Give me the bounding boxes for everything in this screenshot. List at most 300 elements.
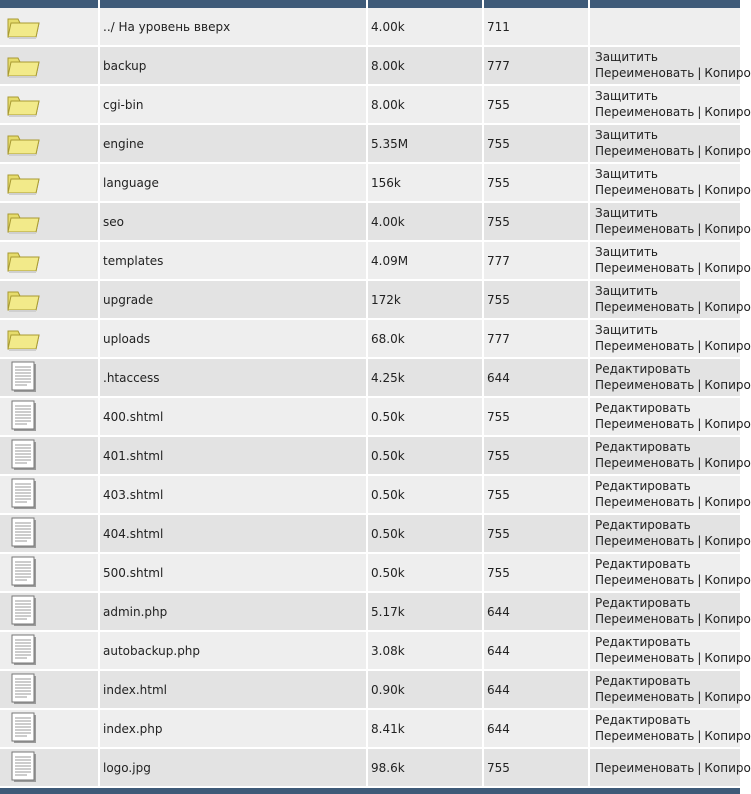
protect-link[interactable]: Защитить: [595, 89, 658, 103]
actions-line-primary: [595, 401, 691, 415]
folder-row[interactable]: [0, 125, 751, 164]
actions-cell: [590, 593, 751, 630]
actions-line-secondary: [595, 612, 751, 626]
name-cell: [100, 125, 368, 162]
file-row[interactable]: [0, 398, 751, 437]
file-name-link[interactable]: index.php: [103, 722, 163, 736]
file-icon[interactable]: [5, 751, 41, 784]
copy-link[interactable]: Копиро: [704, 690, 751, 704]
icon-cell: [0, 281, 100, 318]
name-cell: [100, 242, 368, 279]
actions-cell: [590, 710, 751, 747]
icon-cell: [0, 320, 100, 357]
size-cell: [368, 476, 484, 513]
actions-cell: [590, 476, 751, 513]
icon-cell: [0, 749, 100, 786]
actions-line-primary: [595, 284, 658, 298]
permissions-cell: [484, 749, 590, 786]
folder-row[interactable]: [0, 320, 751, 359]
action-separator: |: [697, 690, 702, 704]
permissions-cell: [484, 203, 590, 240]
icon-cell: [0, 359, 100, 396]
actions-line-secondary: [595, 651, 751, 665]
folder-name-link[interactable]: upgrade: [103, 293, 154, 307]
size-cell: [368, 398, 484, 435]
action-separator: |: [697, 534, 702, 548]
action-separator: |: [697, 729, 702, 743]
rename-link[interactable]: Переименовать: [595, 456, 695, 470]
copy-link[interactable]: Копиро: [704, 729, 751, 743]
name-cell: [100, 281, 368, 318]
edit-link[interactable]: Редактировать: [595, 401, 691, 415]
permissions-cell: [484, 47, 590, 84]
size-cell: [368, 281, 484, 318]
actions-cell: [590, 125, 751, 162]
actions-line-secondary: [595, 105, 751, 119]
file-name-link[interactable]: 401.shtml: [103, 449, 164, 463]
file-name-link[interactable]: 404.shtml: [103, 527, 164, 541]
permissions-value: 755: [487, 293, 510, 307]
icon-cell: [0, 437, 100, 474]
copy-link[interactable]: Копиро: [704, 339, 751, 353]
rename-link[interactable]: Переименовать: [595, 573, 695, 587]
copy-link[interactable]: Копиро: [704, 105, 751, 119]
edit-link[interactable]: Редактировать: [595, 713, 691, 727]
file-row[interactable]: [0, 359, 751, 398]
file-name-link[interactable]: 400.shtml: [103, 410, 164, 424]
name-cell: [100, 359, 368, 396]
permissions-value: 777: [487, 59, 510, 73]
permissions-value: 777: [487, 254, 510, 268]
action-separator: |: [697, 300, 702, 314]
permissions-value: 644: [487, 644, 510, 658]
file-name-link[interactable]: 403.shtml: [103, 488, 164, 502]
copy-link[interactable]: Копиро: [704, 261, 751, 275]
action-separator: |: [697, 222, 702, 236]
permissions-cell: [484, 671, 590, 708]
rename-link[interactable]: Переименовать: [595, 144, 695, 158]
folder-name-link[interactable]: ../ На уровень вверх: [103, 20, 231, 34]
actions-cell: [590, 242, 751, 279]
action-separator: |: [697, 651, 702, 665]
file-row[interactable]: [0, 749, 751, 788]
icon-cell: [0, 710, 100, 747]
actions-line: [595, 761, 751, 775]
permissions-value: 755: [487, 566, 510, 580]
rename-link[interactable]: Переименовать: [595, 261, 695, 275]
file-icon[interactable]: [5, 673, 41, 706]
icon-cell: [0, 515, 100, 552]
name-cell: [100, 164, 368, 201]
actions-line-primary: [595, 362, 691, 376]
file-size: 4.00k: [371, 20, 405, 34]
file-name-link[interactable]: 500.shtml: [103, 566, 164, 580]
actions-line-secondary: [595, 534, 751, 548]
edit-link[interactable]: Редактировать: [595, 362, 691, 376]
folder-name-link[interactable]: backup: [103, 59, 147, 73]
name-cell: [100, 437, 368, 474]
folder-row[interactable]: [0, 86, 751, 125]
folder-row[interactable]: [0, 8, 740, 47]
edit-link[interactable]: Редактировать: [595, 518, 691, 532]
action-separator: |: [697, 456, 702, 470]
file-size: 0.90k: [371, 683, 405, 697]
rename-link[interactable]: Переименовать: [595, 534, 695, 548]
action-separator: |: [697, 417, 702, 431]
actions-line-primary: [595, 635, 691, 649]
permissions-cell: [484, 398, 590, 435]
icon-cell: [0, 476, 100, 513]
file-icon[interactable]: [5, 517, 41, 550]
size-cell: [368, 86, 484, 123]
actions-line-secondary: [595, 573, 751, 587]
actions-line-secondary: [595, 144, 751, 158]
file-size: 98.6k: [371, 761, 405, 775]
edit-link[interactable]: Редактировать: [595, 635, 691, 649]
actions-cell: [590, 632, 751, 669]
file-icon[interactable]: [5, 400, 41, 433]
action-separator: |: [697, 144, 702, 158]
actions-line-secondary: [595, 417, 751, 431]
action-separator: |: [697, 378, 702, 392]
file-icon[interactable]: [5, 556, 41, 589]
action-separator: |: [697, 261, 702, 275]
permissions-cell: [484, 320, 590, 357]
permissions-cell: [484, 515, 590, 552]
action-separator: |: [697, 105, 702, 119]
edit-link[interactable]: Редактировать: [595, 674, 691, 688]
folder-row[interactable]: [0, 242, 751, 281]
size-cell: [368, 593, 484, 630]
size-cell: [368, 632, 484, 669]
protect-link[interactable]: Защитить: [595, 323, 658, 337]
actions-cell: [590, 359, 751, 396]
permissions-cell: [484, 8, 590, 45]
folder-name-link[interactable]: uploads: [103, 332, 151, 346]
rename-link[interactable]: Переименовать: [595, 183, 695, 197]
actions-cell: [590, 437, 751, 474]
action-separator: |: [697, 339, 702, 353]
edit-link[interactable]: Редактировать: [595, 479, 691, 493]
file-size: 3.08k: [371, 644, 405, 658]
name-cell: [100, 398, 368, 435]
folder-icon[interactable]: [5, 283, 41, 316]
rename-link[interactable]: Переименовать: [595, 300, 695, 314]
file-row[interactable]: [0, 671, 751, 710]
icon-cell: [0, 86, 100, 123]
copy-link[interactable]: Копиро: [704, 183, 751, 197]
copy-link[interactable]: Копиро: [704, 66, 751, 80]
protect-link[interactable]: Защитить: [595, 167, 658, 181]
folder-row[interactable]: [0, 47, 751, 86]
copy-link[interactable]: Копиро: [704, 417, 751, 431]
file-size: 8.00k: [371, 59, 405, 73]
permissions-cell: [484, 554, 590, 591]
copy-link[interactable]: Копиро: [704, 456, 751, 470]
actions-cell: [590, 164, 751, 201]
file-size: 156k: [371, 176, 401, 190]
permissions-value: 755: [487, 98, 510, 112]
folder-icon[interactable]: [5, 244, 41, 277]
permissions-value: 755: [487, 410, 510, 424]
permissions-value: 644: [487, 683, 510, 697]
name-cell: [100, 671, 368, 708]
folder-icon[interactable]: [5, 127, 41, 160]
file-row[interactable]: [0, 515, 751, 554]
size-cell: [368, 47, 484, 84]
folder-name-link[interactable]: cgi-bin: [103, 98, 144, 112]
folder-icon[interactable]: [5, 10, 41, 43]
folder-name-link[interactable]: engine: [103, 137, 144, 151]
permissions-cell: [484, 593, 590, 630]
file-size: 4.25k: [371, 371, 405, 385]
permissions-cell: [484, 281, 590, 318]
size-cell: [368, 359, 484, 396]
name-cell: [100, 86, 368, 123]
file-row[interactable]: [0, 593, 751, 632]
folder-row[interactable]: [0, 203, 751, 242]
size-cell: [368, 320, 484, 357]
permissions-value: 644: [487, 371, 510, 385]
rename-link[interactable]: Переименовать: [595, 495, 695, 509]
copy-link[interactable]: Копиро: [704, 378, 751, 392]
file-row[interactable]: [0, 437, 751, 476]
file-size: 0.50k: [371, 566, 405, 580]
name-cell: [100, 632, 368, 669]
action-separator: |: [697, 761, 702, 775]
permissions-cell: [484, 476, 590, 513]
actions-line-secondary: [595, 66, 751, 80]
icon-cell: [0, 164, 100, 201]
actions-cell: [590, 320, 751, 357]
permissions-value: 711: [487, 20, 510, 34]
copy-link[interactable]: Копиро: [704, 534, 751, 548]
action-separator: |: [697, 612, 702, 626]
file-icon[interactable]: [5, 361, 41, 394]
folder-row[interactable]: [0, 281, 751, 320]
actions-line-primary: [595, 713, 691, 727]
permissions-cell: [484, 632, 590, 669]
permissions-cell: [484, 359, 590, 396]
copy-link[interactable]: Копиро: [704, 222, 751, 236]
icon-cell: [0, 398, 100, 435]
actions-cell: [590, 86, 751, 123]
permissions-value: 644: [487, 722, 510, 736]
action-separator: |: [697, 183, 702, 197]
permissions-value: 755: [487, 761, 510, 775]
rename-link[interactable]: Переименовать: [595, 66, 695, 80]
file-list: [0, 8, 751, 788]
rename-link[interactable]: Переименовать: [595, 651, 695, 665]
actions-line-secondary: [595, 183, 751, 197]
actions-line-primary: [595, 440, 691, 454]
icon-cell: [0, 593, 100, 630]
file-size: 0.50k: [371, 410, 405, 424]
rename-link[interactable]: Переименовать: [595, 417, 695, 431]
file-name-link[interactable]: logo.jpg: [103, 761, 151, 775]
file-row[interactable]: [0, 632, 751, 671]
actions-cell: [590, 515, 751, 552]
name-cell: [100, 554, 368, 591]
icon-cell: [0, 554, 100, 591]
file-icon[interactable]: [5, 634, 41, 667]
file-icon[interactable]: [5, 478, 41, 511]
actions-line-primary: [595, 50, 658, 64]
actions-line-primary: [595, 674, 691, 688]
copy-link[interactable]: Копиро: [704, 651, 751, 665]
file-icon[interactable]: [5, 595, 41, 628]
size-cell: [368, 515, 484, 552]
folder-icon[interactable]: [5, 88, 41, 121]
actions-line-primary: [595, 128, 658, 142]
protect-link[interactable]: Защитить: [595, 50, 658, 64]
actions-line-primary: [595, 518, 691, 532]
copy-link[interactable]: Копиро: [704, 495, 751, 509]
icon-cell: [0, 8, 100, 45]
file-size: 0.50k: [371, 527, 405, 541]
icon-cell: [0, 242, 100, 279]
icon-cell: [0, 125, 100, 162]
actions-cell: [590, 281, 751, 318]
file-row[interactable]: [0, 554, 751, 593]
permissions-value: 755: [487, 527, 510, 541]
file-name-link[interactable]: autobackup.php: [103, 644, 201, 658]
folder-row[interactable]: [0, 164, 751, 203]
action-separator: |: [697, 66, 702, 80]
actions-line-primary: [595, 557, 691, 571]
file-size: 172k: [371, 293, 401, 307]
rename-link[interactable]: Переименовать: [595, 612, 695, 626]
name-cell: [100, 593, 368, 630]
file-row[interactable]: [0, 710, 751, 749]
copy-link[interactable]: Копиро: [704, 300, 751, 314]
name-cell: [100, 749, 368, 786]
file-icon[interactable]: [5, 712, 41, 745]
folder-icon[interactable]: [5, 166, 41, 199]
name-cell: [100, 515, 368, 552]
actions-cell: [590, 749, 751, 786]
icon-cell: [0, 632, 100, 669]
icon-cell: [0, 47, 100, 84]
action-separator: |: [697, 573, 702, 587]
actions-line-primary: [595, 245, 658, 259]
actions-line-secondary: [595, 690, 751, 704]
actions-line-secondary: [595, 300, 751, 314]
rename-link[interactable]: Переименовать: [595, 761, 695, 775]
actions-line-secondary: [595, 339, 751, 353]
permissions-value: 777: [487, 332, 510, 346]
permissions-cell: [484, 710, 590, 747]
size-cell: [368, 749, 484, 786]
edit-link[interactable]: Редактировать: [595, 440, 691, 454]
permissions-cell: [484, 242, 590, 279]
folder-icon[interactable]: [5, 205, 41, 238]
rename-link[interactable]: Переименовать: [595, 378, 695, 392]
action-separator: |: [697, 495, 702, 509]
rename-link[interactable]: Переименовать: [595, 729, 695, 743]
actions-line-primary: [595, 206, 658, 220]
size-cell: [368, 203, 484, 240]
actions-cell: [590, 47, 751, 84]
icon-cell: [0, 671, 100, 708]
file-size: 8.41k: [371, 722, 405, 736]
actions-cell: [590, 398, 751, 435]
name-cell: [100, 320, 368, 357]
protect-link[interactable]: Защитить: [595, 128, 658, 142]
table-footer-bar: [0, 788, 740, 794]
protect-link[interactable]: Защитить: [595, 206, 658, 220]
name-cell: [100, 710, 368, 747]
rename-link[interactable]: Переименовать: [595, 105, 695, 119]
copy-link[interactable]: Копиро: [704, 573, 751, 587]
copy-link[interactable]: Копиро: [704, 761, 751, 775]
header-column-divider: [98, 0, 100, 8]
folder-name-link[interactable]: language: [103, 176, 159, 190]
rename-link[interactable]: Переименовать: [595, 339, 695, 353]
file-size: 4.09M: [371, 254, 409, 268]
actions-line-primary: [595, 167, 658, 181]
name-cell: [100, 203, 368, 240]
rename-link[interactable]: Переименовать: [595, 222, 695, 236]
permissions-value: 755: [487, 488, 510, 502]
actions-line-secondary: [595, 261, 751, 275]
actions-cell: [590, 671, 751, 708]
header-column-divider: [482, 0, 484, 8]
folder-icon[interactable]: [5, 49, 41, 82]
size-cell: [368, 437, 484, 474]
file-name-link[interactable]: admin.php: [103, 605, 168, 619]
size-cell: [368, 125, 484, 162]
edit-link[interactable]: Редактировать: [595, 596, 691, 610]
file-size: 5.35M: [371, 137, 409, 151]
protect-link[interactable]: Защитить: [595, 284, 658, 298]
actions-line-primary: [595, 596, 691, 610]
actions-line-secondary: [595, 495, 751, 509]
actions-line-primary: [595, 323, 658, 337]
actions-line-secondary: [595, 456, 751, 470]
file-size: 4.00k: [371, 215, 405, 229]
actions-line-secondary: [595, 729, 751, 743]
file-size: 68.0k: [371, 332, 405, 346]
size-cell: [368, 671, 484, 708]
file-row[interactable]: [0, 476, 751, 515]
folder-name-link[interactable]: seo: [103, 215, 124, 229]
folder-name-link[interactable]: templates: [103, 254, 164, 268]
permissions-cell: [484, 86, 590, 123]
protect-link[interactable]: Защитить: [595, 245, 658, 259]
edit-link[interactable]: Редактировать: [595, 557, 691, 571]
file-size: 8.00k: [371, 98, 405, 112]
table-header-bar: [0, 0, 740, 8]
file-name-link[interactable]: .htaccess: [103, 371, 160, 385]
copy-link[interactable]: Копиро: [704, 612, 751, 626]
size-cell: [368, 164, 484, 201]
header-column-divider: [366, 0, 368, 8]
permissions-cell: [484, 164, 590, 201]
folder-icon[interactable]: [5, 322, 41, 355]
file-name-link[interactable]: index.html: [103, 683, 167, 697]
copy-link[interactable]: Копиро: [704, 144, 751, 158]
name-cell: [100, 47, 368, 84]
name-cell: [100, 476, 368, 513]
name-cell: [100, 8, 368, 45]
actions-line-primary: [595, 479, 691, 493]
file-size: 5.17k: [371, 605, 405, 619]
icon-cell: [0, 203, 100, 240]
rename-link[interactable]: Переименовать: [595, 690, 695, 704]
file-icon[interactable]: [5, 439, 41, 472]
file-size: 0.50k: [371, 488, 405, 502]
